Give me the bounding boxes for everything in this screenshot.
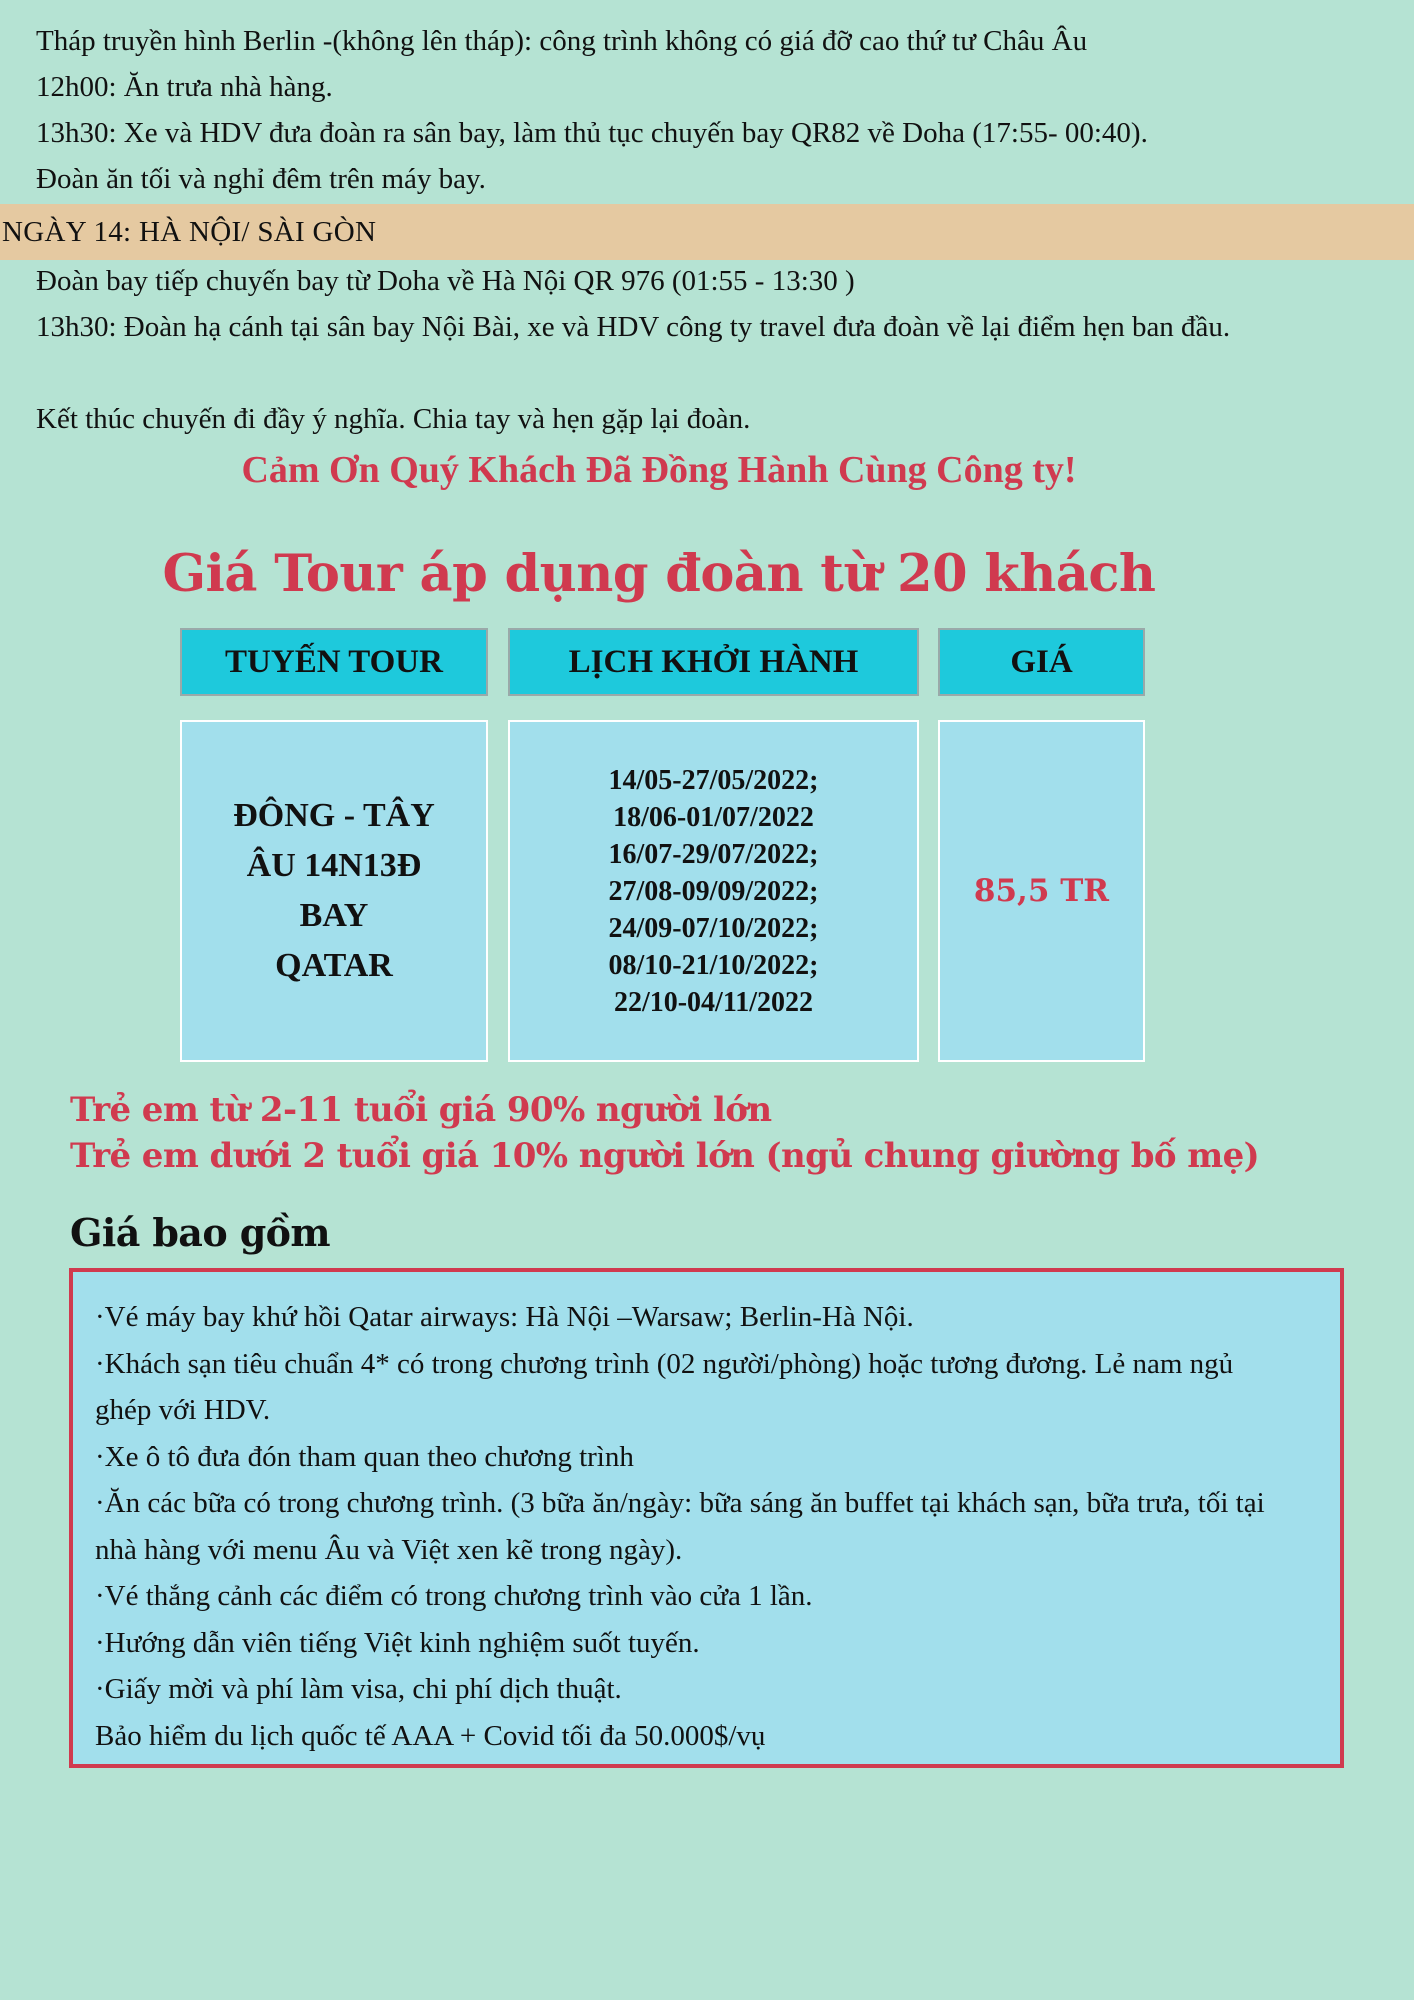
departure-date: 27/08-09/09/2022; — [608, 875, 819, 907]
included-item: ·Khách sạn tiêu chuẩn 4* có trong chương trình (02 người/phòng) hoặc tương đương. Lẻ nam ngủ ghép với HDV. — [95, 1347, 1234, 1426]
itinerary-line: 13h30: Đoàn hạ cánh tại sân bay Nội Bài, xe và HDV công ty travel đưa đoàn về lại điểm hẹn ban đầu. — [36, 311, 1231, 343]
itinerary-line: Tháp truyền hình Berlin -(không lên tháp): công trình không có giá đỡ cao thứ tư Châu Âu — [36, 25, 1088, 57]
itinerary-line: Đoàn ăn tối và nghỉ đêm trên máy bay. — [36, 163, 486, 195]
itinerary-line: 12h00: Ăn trưa nhà hàng. — [36, 71, 333, 103]
day-header-bar — [0, 204, 1414, 260]
thank-you-message: Cảm Ơn Quý Khách Đã Đồng Hành Cùng Công ty! — [241, 449, 1077, 491]
included-item: Bảo hiểm du lịch quốc tế AAA + Covid tối đa 50.000$/vụ — [95, 1719, 766, 1752]
departure-date: 16/07-29/07/2022; — [608, 838, 819, 870]
included-list-box — [69, 1268, 1344, 1768]
included-item: ·Giấy mời và phí làm visa, chi phí dịch thuật. — [95, 1673, 622, 1705]
included-heading: Giá bao gồm — [70, 1210, 331, 1255]
price-section-title: Giá Tour áp dụng đoàn từ 20 khách — [162, 544, 1156, 604]
child-price-note: Trẻ em từ 2-11 tuổi giá 90% người lớn — [70, 1090, 772, 1130]
departure-date: 08/10-21/10/2022; — [608, 949, 819, 981]
infant-price-note: Trẻ em dưới 2 tuổi giá 10% người lớn (ngủ chung giường bố mẹ) — [70, 1136, 1260, 1176]
route-name: ĐÔNG - TÂY ÂU 14N13Đ BAY QATAR — [233, 797, 435, 984]
included-item: ·Xe ô tô đưa đón tham quan theo chương trình — [95, 1440, 634, 1473]
tour-price: 85,5 TR — [973, 873, 1110, 909]
included-item: ·Vé máy bay khứ hồi Qatar airways: Hà Nội –Warsaw; Berlin-Hà Nội. — [95, 1301, 914, 1333]
departure-date: 22/10-04/11/2022 — [613, 986, 814, 1018]
departure-date: 14/05-27/05/2022; — [608, 764, 819, 796]
departure-date: 18/06-01/07/2022 — [613, 801, 814, 833]
departure-date: 24/09-07/10/2022; — [608, 912, 819, 944]
table-cell-route — [180, 720, 488, 1062]
itinerary-line: 13h30: Xe và HDV đưa đoàn ra sân bay, làm thủ tục chuyến bay QR82 về Doha (17:55- 00:40). — [36, 117, 1148, 149]
day-title: NGÀY 14: HÀ NỘI/ SÀI GÒN — [2, 216, 377, 248]
itinerary-line: Đoàn bay tiếp chuyến bay từ Doha về Hà Nội QR 976 (01:55 - 13:30 ) — [36, 265, 855, 297]
included-item: ·Vé thắng cảnh các điểm có trong chương trình vào cửa 1 lần. — [95, 1580, 813, 1612]
itinerary-line: Kết thúc chuyến đi đầy ý nghĩa. Chia tay và hẹn gặp lại đoàn. — [36, 403, 751, 435]
included-item: ·Ăn các bữa có trong chương trình. (3 bữa ăn/ngày: bữa sáng ăn buffet tại khách sạn, bữa trưa, tối tại nhà hàng với menu Âu và Việt xen kẽ trong ngày). — [95, 1487, 1265, 1566]
included-item: ·Hướng dẫn viên tiếng Việt kinh nghiệm suốt tuyến. — [95, 1626, 700, 1659]
table-header-route: TUYẾN TOUR — [180, 628, 488, 696]
table-header-price: GIÁ — [938, 628, 1145, 696]
table-cell-schedule — [508, 720, 919, 1062]
table-cell-price — [938, 720, 1145, 1062]
table-header-schedule: LỊCH KHỞI HÀNH — [508, 628, 919, 696]
